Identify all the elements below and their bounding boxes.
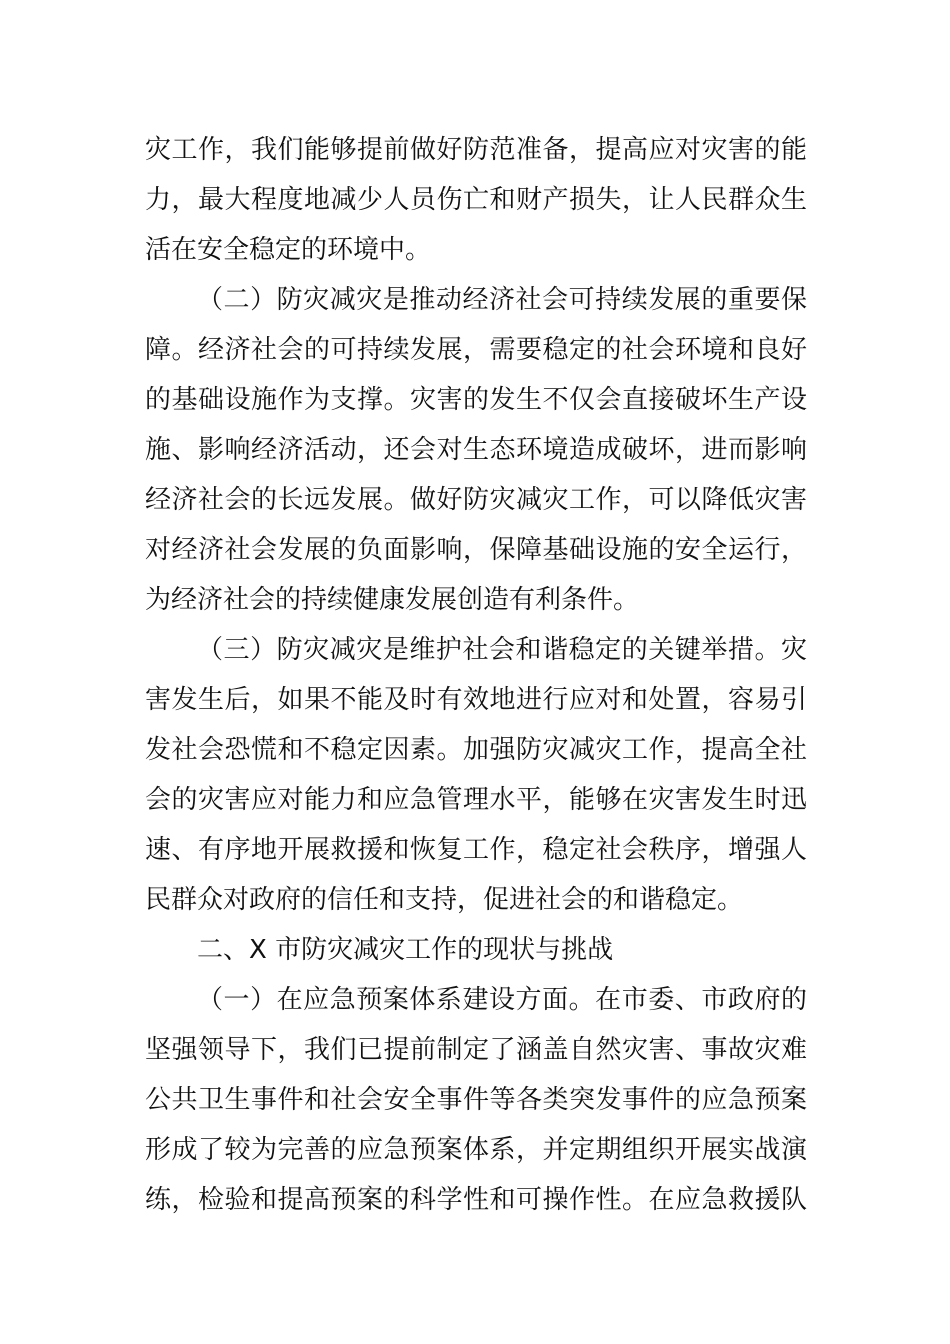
- text-line: 发社会恐慌和不稳定因素。加强防灾减灾工作，提高全社: [145, 735, 807, 765]
- text-line: 的基础设施作为支撑。灾害的发生不仅会直接破坏生产设: [145, 385, 807, 415]
- text-line: 为经济社会的持续健康发展创造有利条件。: [145, 585, 640, 615]
- text-line: （一）在应急预案体系建设方面。在市委、市政府的: [197, 985, 807, 1015]
- text-line: 公共卫生事件和社会安全事件等各类突发事件的应急预案: [145, 1085, 807, 1115]
- document-body: [145, 125, 807, 1225]
- text-line: 施、影响经济活动，还会对生态环境造成破坏，进而影响: [145, 435, 807, 465]
- text-line: 经济社会的长远发展。做好防灾减灾工作，可以降低灾害: [145, 485, 807, 515]
- text-line: 障。经济社会的可持续发展，需要稳定的社会环境和良好: [145, 335, 807, 365]
- text-line: 会的灾害应对能力和应急管理水平，能够在灾害发生时迅: [145, 785, 807, 815]
- text-line: （二）防灾减灾是推动经济社会可持续发展的重要保: [197, 285, 807, 315]
- text-line: （三）防灾减灾是维护社会和谐稳定的关键举措。灾: [197, 635, 807, 665]
- text-line: 练，检验和提高预案的科学性和可操作性。在应急救援队: [145, 1185, 807, 1215]
- text-line: 力，最大程度地减少人员伤亡和财产损失，让人民群众生: [145, 185, 807, 215]
- text-line: 二、X 市防灾减灾工作的现状与挑战: [197, 935, 614, 965]
- text-line: 民群众对政府的信任和支持，促进社会的和谐稳定。: [145, 885, 744, 915]
- text-line: 活在安全稳定的环境中。: [145, 235, 432, 265]
- text-line: 对经济社会发展的负面影响，保障基础设施的安全运行，: [145, 535, 807, 565]
- text-line: 坚强领导下，我们已提前制定了涵盖自然灾害、事故灾难: [145, 1035, 807, 1065]
- text-line: 灾工作，我们能够提前做好防范准备，提高应对灾害的能: [145, 135, 807, 165]
- text-line: 形成了较为完善的应急预案体系，并定期组织开展实战演: [145, 1135, 807, 1165]
- text-line: 害发生后，如果不能及时有效地进行应对和处置，容易引: [145, 685, 807, 715]
- text-line: 速、有序地开展救援和恢复工作，稳定社会秩序，增强人: [145, 835, 807, 865]
